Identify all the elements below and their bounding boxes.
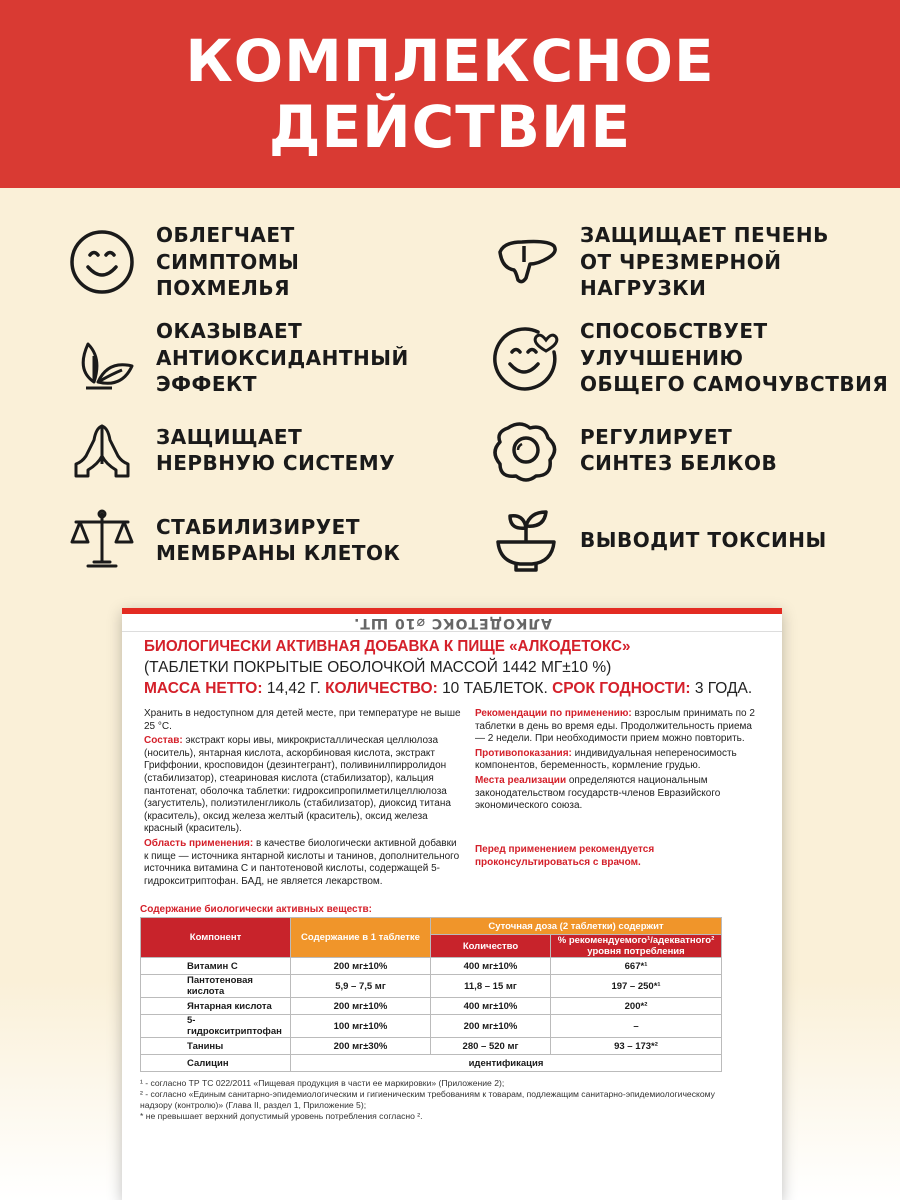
- feature-text: ЗАЩИЩАЕТ НЕРВНУЮ СИСТЕМУ: [156, 424, 396, 475]
- composition-text: Состав: экстракт коры ивы, микрокристаллическая целлюлоза (носитель), янтарная кислота, аскорбиновая кислота, экстракт Гриффонии, кросповидон (дезинтегрант), поливинилпирролидон (стабилизатор), стеариновая кислота (стабилизатор), кальция пантотенат, оболочка таблетки: гидроксипропилметилцеллюлоза (загуститель), полиэтиленгликоль (стабилизатор), диоксид титана (краситель), оксид железа желтый (краситель), оксид железа красный (краситель).: [144, 735, 451, 835]
- storage-text: Хранить в недоступном для детей месте, при температуре не выше 25 °С.: [144, 708, 461, 732]
- feature-item: [490, 222, 829, 302]
- banner-title-line1: КОМПЛЕКСНОЕ: [185, 27, 715, 95]
- feature-item: [490, 504, 827, 576]
- scales-icon: [66, 504, 138, 576]
- label-right-column: [475, 708, 764, 890]
- table-row: 5-гидрокситриптофан 100 мг±10% 200 мг±10% –: [141, 1015, 722, 1038]
- sale-place-text: Места реализации определяются национальным законодательством государств-членов Евразийского экономического союза.: [474, 774, 721, 812]
- liver-icon: [490, 226, 562, 298]
- feature-item: [66, 414, 395, 486]
- nutrient-table: [140, 917, 722, 1072]
- banner-title-line2: ДЕЙСТВИЕ: [268, 93, 632, 161]
- smile-icon: [66, 226, 138, 298]
- table-row: Витамин С 200 мг±10% 400 мг±10% 667*¹: [141, 958, 722, 975]
- footnotes: [140, 1078, 730, 1122]
- smile-heart-icon: [490, 322, 562, 394]
- feature-text: ЗАЩИЩАЕТ ПЕЧЕНЬ ОТ ЧРЕЗМЕРНОЙ НАГРУЗКИ: [580, 223, 829, 300]
- header-quantity: Количество: [431, 935, 551, 958]
- table-row: Танины 200 мг±30% 280 – 520 мг 93 – 173*²: [141, 1038, 722, 1055]
- header-banner: [0, 0, 900, 188]
- product-subtitle: (ТАБЛЕТКИ ПОКРЫТЫЕ ОБОЛОЧКОЙ МАССОЙ 1442 МГ±10 %): [144, 659, 612, 676]
- praying-hands-icon: [66, 414, 138, 486]
- label-columns: [144, 708, 764, 890]
- feature-item: [66, 318, 409, 398]
- feature-text: СПОСОБСТВУЕТ УЛУЧШЕНИЮ ОБЩЕГО САМОЧУВСТВИЯ: [580, 319, 889, 396]
- contraindication-text: Противопоказания: индивидуальная непереносимость компонентов, беременность, кормление грудью.: [474, 747, 737, 772]
- box-top-strip: АЛКОДЕТОКС ⌀10 ШТ.: [122, 614, 782, 632]
- leaf-icon: [66, 322, 138, 394]
- feature-item: [66, 222, 299, 302]
- feature-text: СТАБИЛИЗИРУЕТ МЕМБРАНЫ КЛЕТОК: [156, 514, 401, 565]
- feature-item: [490, 318, 888, 398]
- product-title: БИОЛОГИЧЕСКИ АКТИВНАЯ ДОБАВКА К ПИЩЕ «АЛКОДЕТОКС»: [144, 638, 631, 655]
- product-specs: МАССА НЕТТО: 14,42 Г. КОЛИЧЕСТВО: 10 ТАБЛЕТОК. СРОК ГОДНОСТИ: 3 ГОДА.: [144, 680, 753, 697]
- footnote-3: * не превышает верхний допустимый уровень потребления согласно ².: [140, 1111, 423, 1121]
- footnote-2: ² - согласно «Единым санитарно-эпидемиологическим и гигиеническим требованиям к товарам, подлежащим санитарно-эпидемиологическому надзору (контролю)» (Глава II, раздел 1, Приложение 5);: [140, 1089, 715, 1110]
- feature-text: ВЫВОДИТ ТОКСИНЫ: [580, 527, 827, 552]
- features-grid: [0, 188, 900, 598]
- table-title: Содержание биологически активных веществ:: [140, 904, 372, 915]
- recommendation-text: Рекомендации по применению: взрослым принимать по 2 таблетки в день во время еды. Продолжительность приема — 2 недели. При необходимости прием можно повторить.: [474, 708, 755, 745]
- table-row: Салицин идентификация: [141, 1055, 722, 1072]
- table-row: Янтарная кислота 200 мг±10% 400 мг±10% 200*²: [141, 998, 722, 1015]
- header-component: Компонент: [141, 918, 291, 958]
- consult-warning: Перед применением рекомендуется проконсультироваться с врачом.: [474, 843, 655, 868]
- fried-egg-icon: [490, 414, 562, 486]
- area-text: Область применения: в качестве биологически активной добавки к пище — источника янтарной кислоты и танинов, дополнительного источника витамина С и пантотеновой кислоты, содержащей 5-гидрокситриптофан. БАД, не является лекарством.: [144, 837, 460, 887]
- label-left-column: [144, 708, 461, 890]
- feature-text: ОКАЗЫВАЕТ АНТИОКСИДАНТНЫЙ ЭФФЕКТ: [156, 319, 409, 396]
- product-box: [122, 608, 782, 1200]
- header-daily: Суточная доза (2 таблетки) содержит: [431, 918, 722, 935]
- header-content: Содержание в 1 таблетке: [291, 918, 431, 958]
- bowl-sprout-icon: [490, 504, 562, 576]
- feature-item: [66, 504, 400, 576]
- box-label: [144, 636, 764, 890]
- feature-text: ОБЛЕГЧАЕТ СИМПТОМЫ ПОХМЕЛЬЯ: [156, 223, 300, 300]
- nutrient-section: [122, 898, 782, 1122]
- header-percent: % рекомендуемого¹/адекватного² уровня потребления: [551, 935, 722, 958]
- footnote-1: ¹ - согласно ТР ТС 022/2011 «Пищевая продукция в части ее маркировки» (Приложение 2);: [140, 1078, 505, 1088]
- feature-text: РЕГУЛИРУЕТ СИНТЕЗ БЕЛКОВ: [580, 424, 778, 475]
- feature-item: [490, 414, 777, 486]
- table-row: Пантотеновая кислота 5,9 – 7,5 мг 11,8 – 15 мг 197 – 250*¹: [141, 975, 722, 998]
